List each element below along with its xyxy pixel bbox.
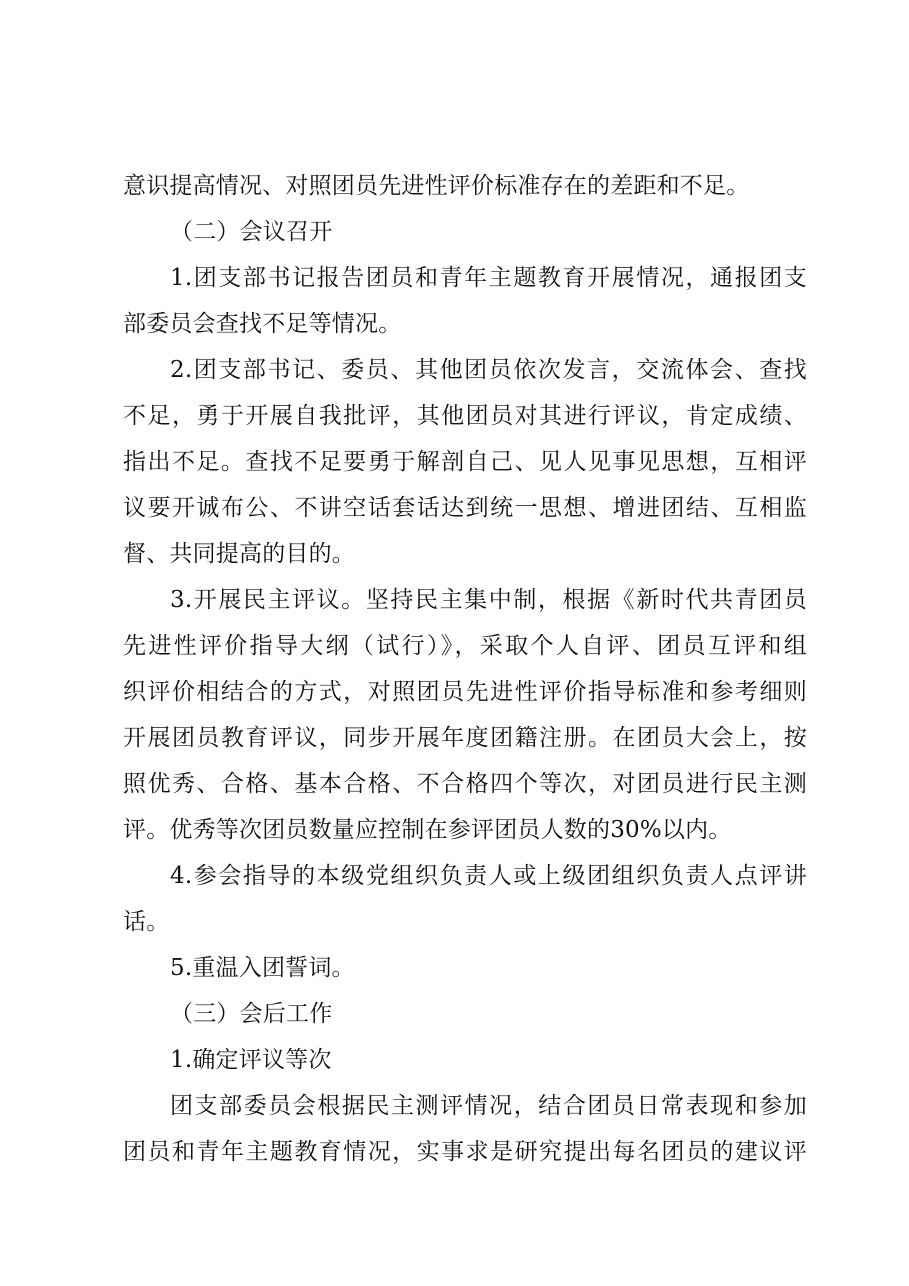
document-body <box>123 163 807 1175</box>
body-line: 指出不足。查找不足要勇于解剖自己、见人见事见思想，互相评 <box>123 449 807 475</box>
body-line: 3.开展民主评议。坚持民主集中制，根据《新时代共青团员 <box>170 587 807 613</box>
body-line: 先进性评价指导大纲（试行）》，采取个人自评、团员互评和组 <box>123 633 807 659</box>
section-heading-after-meeting: （三）会后工作 <box>170 1001 333 1027</box>
body-line: 团支部委员会根据民主测评情况，结合团员日常表现和参加 <box>170 1093 807 1119</box>
body-line: 4.参会指导的本级党组织负责人或上级团组织负责人点评讲 <box>170 863 807 889</box>
body-line: 照优秀、合格、基本合格、不合格四个等次，对团员进行民主测 <box>123 771 807 797</box>
body-line: 不足，勇于开展自我批评，其他团员对其进行评议，肯定成绩、 <box>123 403 807 429</box>
subheading-line: 1.确定评议等次 <box>170 1047 332 1073</box>
body-line: 织评价相结合的方式，对照团员先进性评价指导标准和参考细则 <box>123 679 807 705</box>
body-line: 5.重温入团誓词。 <box>170 955 355 981</box>
body-line: 话。 <box>123 909 170 935</box>
section-heading-meeting: （二）会议召开 <box>170 219 333 245</box>
body-line: 意识提高情况、对照团员先进性评价标准存在的差距和不足。 <box>123 173 750 199</box>
body-line: 评。优秀等次团员数量应控制在参评团员人数的30%以内。 <box>123 817 732 843</box>
body-line: 督、共同提高的目的。 <box>123 541 355 567</box>
body-line: 2.团支部书记、委员、其他团员依次发言，交流体会、查找 <box>170 357 807 383</box>
body-line: 团员和青年主题教育情况，实事求是研究提出每名团员的建议评 <box>123 1139 807 1165</box>
body-line: 部委员会查找不足等情况。 <box>123 311 402 337</box>
body-line: 开展团员教育评议，同步开展年度团籍注册。在团员大会上，按 <box>123 725 807 751</box>
body-line: 议要开诚布公、不讲空话套话达到统一思想、增进团结、互相监 <box>123 495 807 521</box>
body-line: 1.团支部书记报告团员和青年主题教育开展情况，通报团支 <box>170 265 807 291</box>
